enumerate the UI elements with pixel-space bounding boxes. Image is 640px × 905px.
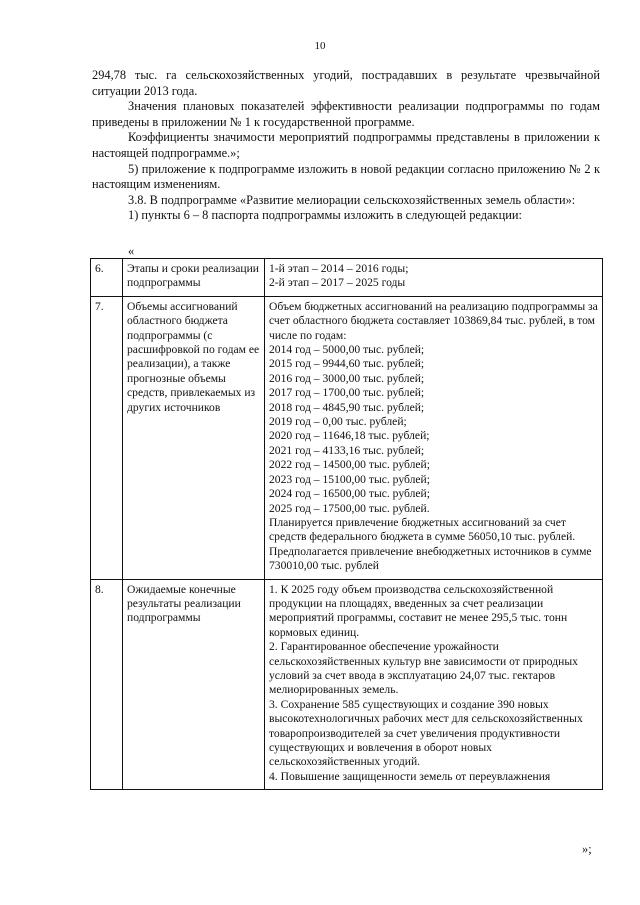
content-line: 1-й этап – 2014 – 2016 годы; — [269, 262, 409, 275]
content-line: 2025 год – 17500,00 тыс. рублей. — [269, 501, 430, 515]
row-number: 8. — [91, 579, 123, 790]
table-row — [91, 296, 603, 579]
table-row — [91, 259, 603, 297]
row-content — [265, 259, 603, 297]
intro-paragraph: 294,78 тыс. га сельскохозяйственных угодий, пострадавших в результате чрезвычайной ситуации 2013 года. — [92, 68, 600, 98]
content-line: 2019 год – 0,00 тыс. рублей; — [269, 415, 407, 429]
content-line: 2023 год – 15100,00 тыс. рублей; — [269, 472, 430, 486]
row-number: 6. — [91, 259, 123, 297]
row-title: Ожидаемые конечные результаты реализации подпрограммы — [123, 579, 265, 790]
content-line: 1. К 2025 году объем производства сельскохозяйственной продукции на площадях, введенных за счет реализации мероприятий программы, составит не менее 295,5 тыс. тонн кормовых единиц. — [269, 582, 568, 639]
intro-text — [92, 68, 600, 224]
intro-paragraph: Коэффициенты значимости мероприятий подпрограммы представлены в приложении к настоящей подпрограмме.»; — [92, 130, 600, 160]
intro-paragraph: 3.8. В подпрограмме «Развитие мелиорации сельскохозяйственных земель области»: — [128, 192, 576, 207]
content-line: 2018 год – 4845,90 тыс. рублей; — [269, 400, 425, 414]
content-line: 2020 год – 11646,18 тыс. рублей; — [269, 429, 430, 443]
content-line: 2016 год – 3000,00 тыс. рублей; — [269, 371, 425, 385]
content-line: 4. Повышение защищенности земель от переувлажнения — [269, 769, 551, 783]
content-line: 2015 год – 9944,60 тыс. рублей; — [269, 357, 425, 371]
intro-paragraph: 5) приложение к подпрограмме изложить в новой редакции согласно приложению № 2 к настоящим изменениям. — [92, 161, 600, 192]
row-title: Этапы и сроки реализации подпрограммы — [123, 259, 265, 297]
content-line: 2-й этап – 2017 – 2025 годы — [269, 276, 406, 290]
content-line: Объем бюджетных ассигнований на реализацию подпрограммы за счет областного бюджета составляет 103869,84 тыс. рублей, в том числе по годам: — [269, 299, 598, 342]
row-title: Объемы ассигнований областного бюджета подпрограммы (с расшифровкой по годам ее реализации), а также прогнозные объемы средств, привлекаемых из других источников — [123, 296, 265, 579]
content-line: Планируется привлечение бюджетных ассигнований за счет средств федерального бюджета в сумме 56050,10 тыс. рублей. — [269, 515, 576, 544]
intro-paragraph: Значения плановых показателей эффективности реализации подпрограммы по годам приведены в приложении № 1 к государственной программе. — [92, 99, 600, 129]
content-line: 2024 год – 16500,00 тыс. рублей; — [269, 487, 430, 501]
content-line: 2014 год – 5000,00 тыс. рублей; — [269, 343, 425, 357]
row-content — [265, 296, 603, 579]
closing-quote: »; — [582, 842, 592, 856]
content-line: 2017 год – 1700,00 тыс. рублей; — [269, 386, 425, 400]
passport-table — [90, 258, 603, 790]
intro-paragraph: 1) пункты 6 – 8 паспорта подпрограммы изложить в следующей редакции: — [128, 208, 522, 223]
content-line: 3. Сохранение 585 существующих и создание 390 новых высокотехнологичных рабочих мест для сельскохозяйственных товаропроизводителей за счет увеличения продуктивности существующих и вовлечения в оборот новых сельскохозяйственных угодий. — [269, 697, 583, 769]
page-number: 10 — [314, 40, 326, 52]
content-line: Предполагается привлечение внебюджетных источников в сумме 730010,00 тыс. рублей — [269, 544, 592, 573]
table-row — [91, 579, 603, 790]
content-line: 2021 год – 4133,16 тыс. рублей; — [269, 443, 425, 457]
open-quote: « — [128, 244, 135, 258]
content-line: 2. Гарантированное обеспечение урожайности сельскохозяйственных культур вне зависимости от природных условий за счет ввода в эксплуатацию 24,07 тыс. гектаров мелиорированных земель. — [269, 640, 578, 697]
content-line: 2022 год – 14500,00 тыс. рублей; — [269, 458, 430, 472]
row-content — [265, 579, 603, 790]
row-number: 7. — [91, 296, 123, 579]
